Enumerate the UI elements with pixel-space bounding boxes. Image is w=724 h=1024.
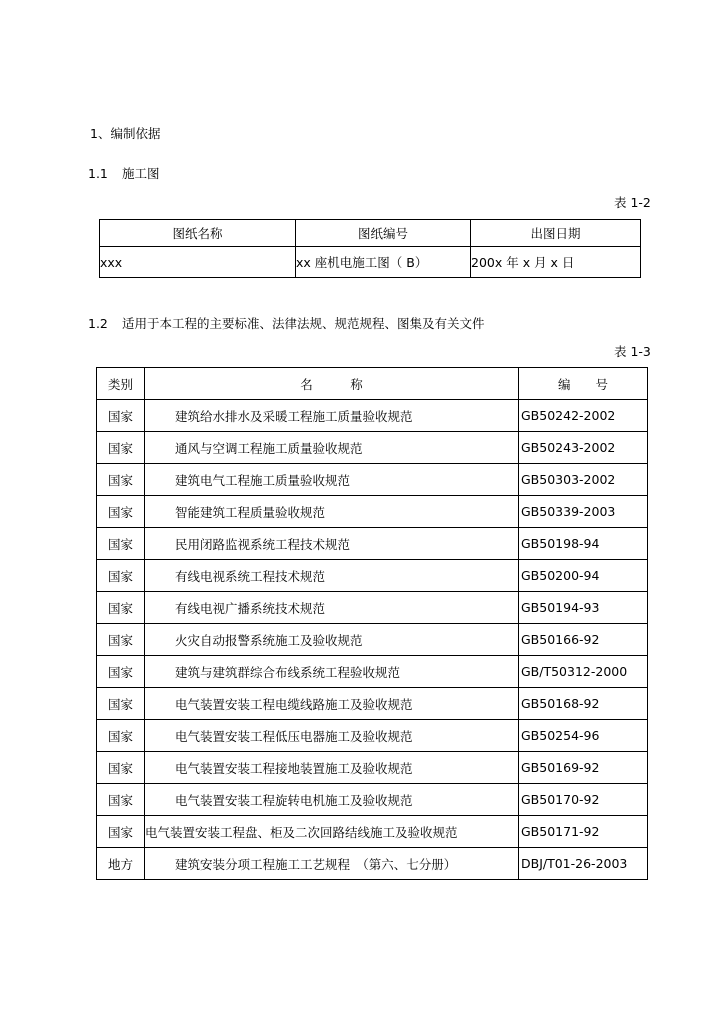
category-cell: 国家: [97, 688, 145, 720]
table-row: [97, 752, 648, 784]
table-row: [97, 592, 648, 624]
table-row: [97, 688, 648, 720]
name-cell: 智能建筑工程质量验收规范: [145, 496, 519, 528]
name-cell: 火灾自动报警系统施工及验收规范: [145, 624, 519, 656]
table-cell: 200x 年 x 月 x 日: [471, 247, 641, 278]
table-row: [97, 624, 648, 656]
category-cell: 国家: [97, 816, 145, 848]
name-cell: 有线电视系统工程技术规范: [145, 560, 519, 592]
code-cell: GB50242-2002: [519, 400, 648, 432]
table-label-1-3: 表 1-3: [614, 344, 651, 359]
table-row: [97, 720, 648, 752]
table-row: [97, 528, 648, 560]
table-row: [97, 400, 648, 432]
table-header-row: [97, 368, 648, 400]
drawings-table: [99, 219, 641, 278]
table-header-row: [100, 220, 641, 247]
column-header: 图纸编号: [296, 220, 471, 247]
code-cell: GB50339-2003: [519, 496, 648, 528]
code-cell: GB/T50312-2000: [519, 656, 648, 688]
category-cell: 国家: [97, 464, 145, 496]
code-cell: GB50169-92: [519, 752, 648, 784]
subsection-title-1-2: 适用于本工程的主要标准、法律法规、规范规程、图集及有关文件: [122, 316, 485, 331]
subsection-number-1-2: 1.2: [88, 316, 108, 331]
subsection-number-1-1: 1.1: [88, 166, 108, 181]
name-cell: 民用闭路监视系统工程技术规范: [145, 528, 519, 560]
column-header: 编 号: [519, 368, 648, 400]
table-cell: xxx: [100, 247, 296, 278]
code-cell: GB50243-2002: [519, 432, 648, 464]
column-header: 类别: [97, 368, 145, 400]
code-cell: GB50254-96: [519, 720, 648, 752]
code-cell: GB50303-2002: [519, 464, 648, 496]
name-cell: 建筑电气工程施工质量验收规范: [145, 464, 519, 496]
code-cell: GB50171-92: [519, 816, 648, 848]
code-cell: GB50194-93: [519, 592, 648, 624]
column-header: 名 称: [145, 368, 519, 400]
code-cell: GB50200-94: [519, 560, 648, 592]
name-cell: 电气装置安装工程接地装置施工及验收规范: [145, 752, 519, 784]
name-cell: 有线电视广播系统技术规范: [145, 592, 519, 624]
name-cell: 电气装置安装工程盘、柜及二次回路结线施工及验收规范: [145, 816, 519, 848]
category-cell: 国家: [97, 400, 145, 432]
table-row: [97, 816, 648, 848]
code-cell: GB50168-92: [519, 688, 648, 720]
category-cell: 国家: [97, 496, 145, 528]
code-cell: GB50170-92: [519, 784, 648, 816]
table-row: [97, 656, 648, 688]
category-cell: 国家: [97, 752, 145, 784]
table-label-1-2: 表 1-2: [614, 195, 651, 210]
name-cell: 电气装置安装工程旋转电机施工及验收规范: [145, 784, 519, 816]
table-row: [97, 496, 648, 528]
name-cell: 建筑与建筑群综合布线系统工程验收规范: [145, 656, 519, 688]
category-cell: 国家: [97, 720, 145, 752]
table-row: [100, 247, 641, 278]
name-cell: 电气装置安装工程电缆线路施工及验收规范: [145, 688, 519, 720]
table-cell: xx 座机电施工图（ B）: [296, 247, 471, 278]
column-header: 图纸名称: [100, 220, 296, 247]
column-header: 出图日期: [471, 220, 641, 247]
category-cell: 地方: [97, 848, 145, 880]
standards-table: [96, 367, 648, 880]
category-cell: 国家: [97, 656, 145, 688]
name-cell: 电气装置安装工程低压电器施工及验收规范: [145, 720, 519, 752]
category-cell: 国家: [97, 560, 145, 592]
section-heading: 1、编制依据: [90, 126, 161, 141]
category-cell: 国家: [97, 528, 145, 560]
code-cell: GB50198-94: [519, 528, 648, 560]
category-cell: 国家: [97, 784, 145, 816]
name-cell: 建筑安装分项工程施工工艺规程 （第六、七分册）: [145, 848, 519, 880]
category-cell: 国家: [97, 624, 145, 656]
table-row: [97, 560, 648, 592]
table-row: [97, 848, 648, 880]
name-cell: 通风与空调工程施工质量验收规范: [145, 432, 519, 464]
table-row: [97, 464, 648, 496]
code-cell: DBJ/T01-26-2003: [519, 848, 648, 880]
name-cell: 建筑给水排水及采暖工程施工质量验收规范: [145, 400, 519, 432]
table-row: [97, 784, 648, 816]
category-cell: 国家: [97, 592, 145, 624]
category-cell: 国家: [97, 432, 145, 464]
table-row: [97, 432, 648, 464]
code-cell: GB50166-92: [519, 624, 648, 656]
subsection-title-1-1: 施工图: [122, 166, 160, 181]
